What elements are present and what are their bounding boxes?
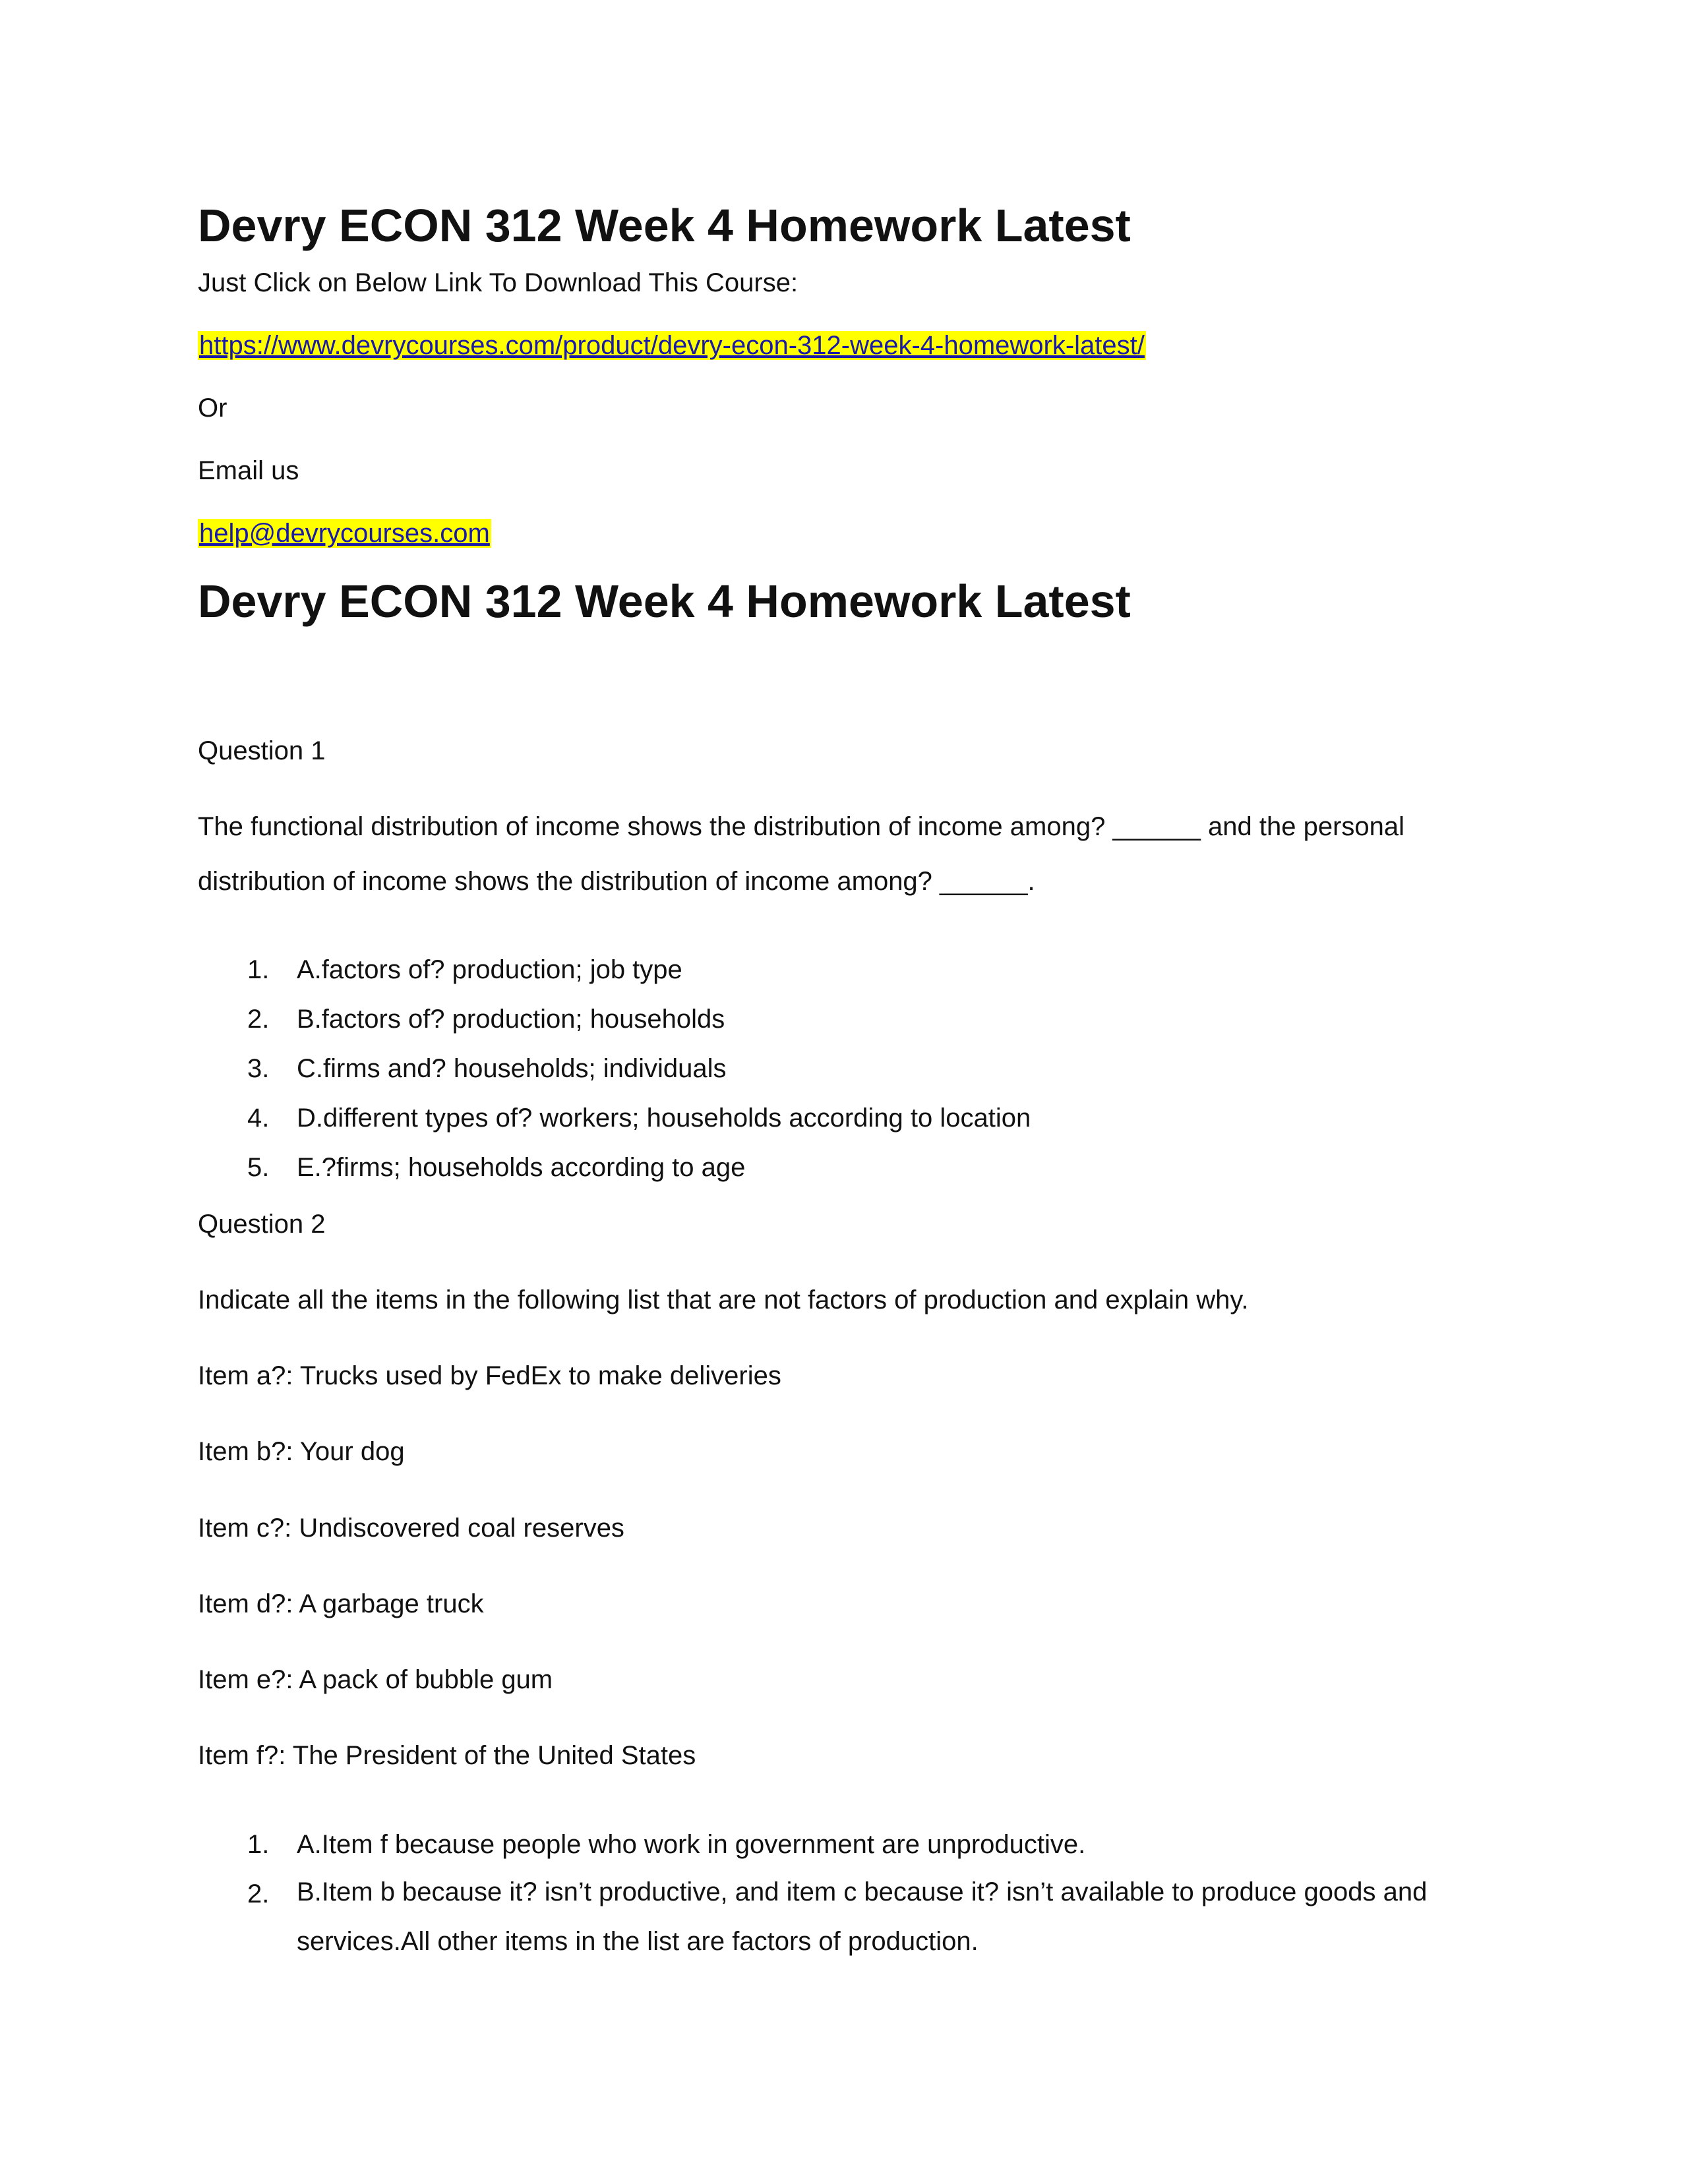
option-number: 1. (247, 955, 270, 984)
option-text: B.factors of? production; households (297, 1005, 725, 1034)
option-text: C.firms and? households; individuals (297, 1054, 727, 1083)
option-number: 1. (247, 1830, 270, 1859)
email-label: Email us (198, 456, 299, 485)
item-d: Item d?: A garbage truck (198, 1589, 484, 1618)
email-link-line (198, 517, 491, 549)
item-a: Item a?: Trucks used by FedEx to make deliveries (198, 1361, 781, 1390)
option-text: D.different types of? workers; households according to location (297, 1104, 1031, 1133)
download-link-line (198, 330, 1146, 361)
option-number: 2. (247, 1005, 270, 1034)
question-2-options (198, 1829, 1484, 1966)
list-item (198, 1102, 1031, 1152)
item-c: Item c?: Undiscovered coal reserves (198, 1514, 624, 1543)
question-1-options (198, 954, 1031, 1201)
section-title: Devry ECON 312 Week 4 Homework Latest (198, 576, 1131, 627)
or-text: Or (198, 394, 227, 423)
page-title: Devry ECON 312 Week 4 Homework Latest (198, 200, 1131, 251)
list-item (198, 1152, 1031, 1201)
option-text: E.?firms; households according to age (297, 1153, 746, 1182)
intro-text: Just Click on Below Link To Download This Course: (198, 268, 799, 297)
option-number: 5. (247, 1153, 270, 1182)
question-2-text: Indicate all the items in the following list that are not factors of production and explain why. (198, 1285, 1249, 1314)
option-text: A.factors of? production; job type (297, 955, 682, 984)
list-item (198, 1878, 1484, 1966)
option-number: 4. (247, 1104, 270, 1133)
question-1-label: Question 1 (198, 736, 326, 765)
question-2-label: Question 2 (198, 1210, 326, 1239)
option-number: 3. (247, 1054, 270, 1083)
option-text: B.Item b because it? isn’t productive, and item c because it? isn’t available to produce goods and services.All other items in the list are factors of production. (297, 1877, 1428, 1956)
email-link[interactable]: help@devrycourses.com (199, 519, 490, 548)
list-item (198, 1053, 1031, 1102)
question-1-text-line2: distribution of income shows the distribution of income among? ______. (198, 867, 1035, 896)
item-e: Item e?: A pack of bubble gum (198, 1665, 553, 1694)
item-f: Item f?: The President of the United States (198, 1741, 696, 1770)
option-number: 2. (247, 1879, 270, 1908)
item-b: Item b?: Your dog (198, 1437, 405, 1466)
list-item (198, 1003, 1031, 1053)
option-text: A.Item f because people who work in government are unproductive. (297, 1830, 1086, 1859)
question-1-text-line1: The functional distribution of income shows the distribution of income among? ______ and the personal (198, 812, 1405, 841)
list-item (198, 954, 1031, 1003)
download-link[interactable]: https://www.devrycourses.com/product/devry-econ-312-week-4-homework-latest/ (199, 331, 1145, 360)
